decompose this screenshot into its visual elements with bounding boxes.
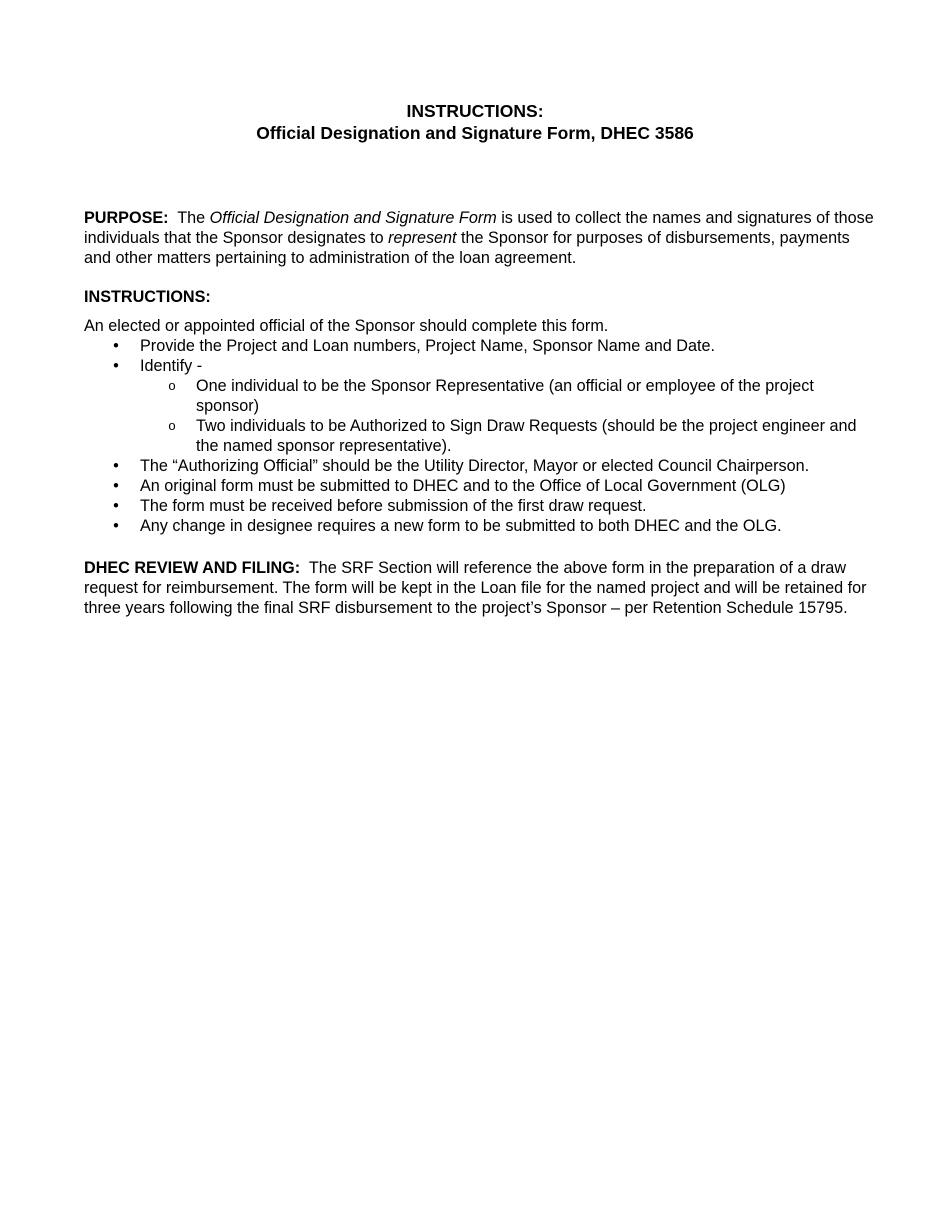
list-item xyxy=(84,496,874,516)
purpose-text-middle: is used to collect the names and signatures of those individuals that the Sponsor designates to xyxy=(84,209,874,247)
circle-bullet-icon: o xyxy=(168,418,176,433)
bullet-icon: • xyxy=(113,497,119,515)
list-item-text: Identify - xyxy=(140,357,203,375)
sub-list-item-text: Two individuals to be Authorized to Sign Draw Requests (should be the project engineer and the named sponsor representative). xyxy=(196,417,857,455)
instructions-list xyxy=(84,336,874,536)
purpose-form-name: Official Designation and Signature Form xyxy=(209,209,497,227)
list-item xyxy=(84,476,874,496)
circle-bullet-icon: o xyxy=(168,378,176,393)
instructions-intro: An elected or appointed official of the Sponsor should complete this form. xyxy=(84,317,609,335)
title-line-1: INSTRUCTIONS: xyxy=(406,101,544,121)
purpose-emphasis: represent xyxy=(388,229,457,247)
review-paragraph xyxy=(84,558,874,618)
purpose-text-before: The xyxy=(177,209,210,227)
document-title xyxy=(0,100,950,144)
list-item xyxy=(84,356,874,456)
list-item xyxy=(84,456,874,476)
sub-list xyxy=(140,376,874,456)
list-item-text: The form must be received before submission of the first draw request. xyxy=(140,497,647,515)
sub-list-item xyxy=(140,416,874,456)
review-text: The SRF Section will reference the above form in the preparation of a draw request for reimbursement. The form will be kept in the Loan file for the named project and will be retained for three years following the final SRF disbursement to the project’s Sponsor – per Retention Schedule 15795. xyxy=(84,559,867,617)
instructions-heading: INSTRUCTIONS: xyxy=(84,288,211,306)
purpose-text-after: the Sponsor for purposes of disbursements, payments and other matters pertaining to administration of the loan agreement. xyxy=(84,229,850,267)
bullet-icon: • xyxy=(113,357,119,375)
list-item xyxy=(84,516,874,536)
sub-list-item-text: One individual to be the Sponsor Representative (an official or employee of the project sponsor) xyxy=(196,377,814,415)
purpose-paragraph xyxy=(84,208,874,268)
list-item-text: Provide the Project and Loan numbers, Project Name, Sponsor Name and Date. xyxy=(140,337,715,355)
bullet-icon: • xyxy=(113,517,119,535)
purpose-label: PURPOSE: xyxy=(84,209,169,227)
list-item xyxy=(84,336,874,356)
bullet-icon: • xyxy=(113,337,119,355)
list-item-text: The “Authorizing Official” should be the Utility Director, Mayor or elected Council Chairperson. xyxy=(140,457,810,475)
list-item-text: An original form must be submitted to DHEC and to the Office of Local Government (OLG) xyxy=(140,477,786,495)
bullet-icon: • xyxy=(113,477,119,495)
bullet-icon: • xyxy=(113,457,119,475)
title-line-2: Official Designation and Signature Form, DHEC 3586 xyxy=(256,123,694,143)
review-label: DHEC REVIEW AND FILING: xyxy=(84,559,301,577)
list-item-text: Any change in designee requires a new form to be submitted to both DHEC and the OLG. xyxy=(140,517,782,535)
sub-list-item xyxy=(140,376,874,416)
